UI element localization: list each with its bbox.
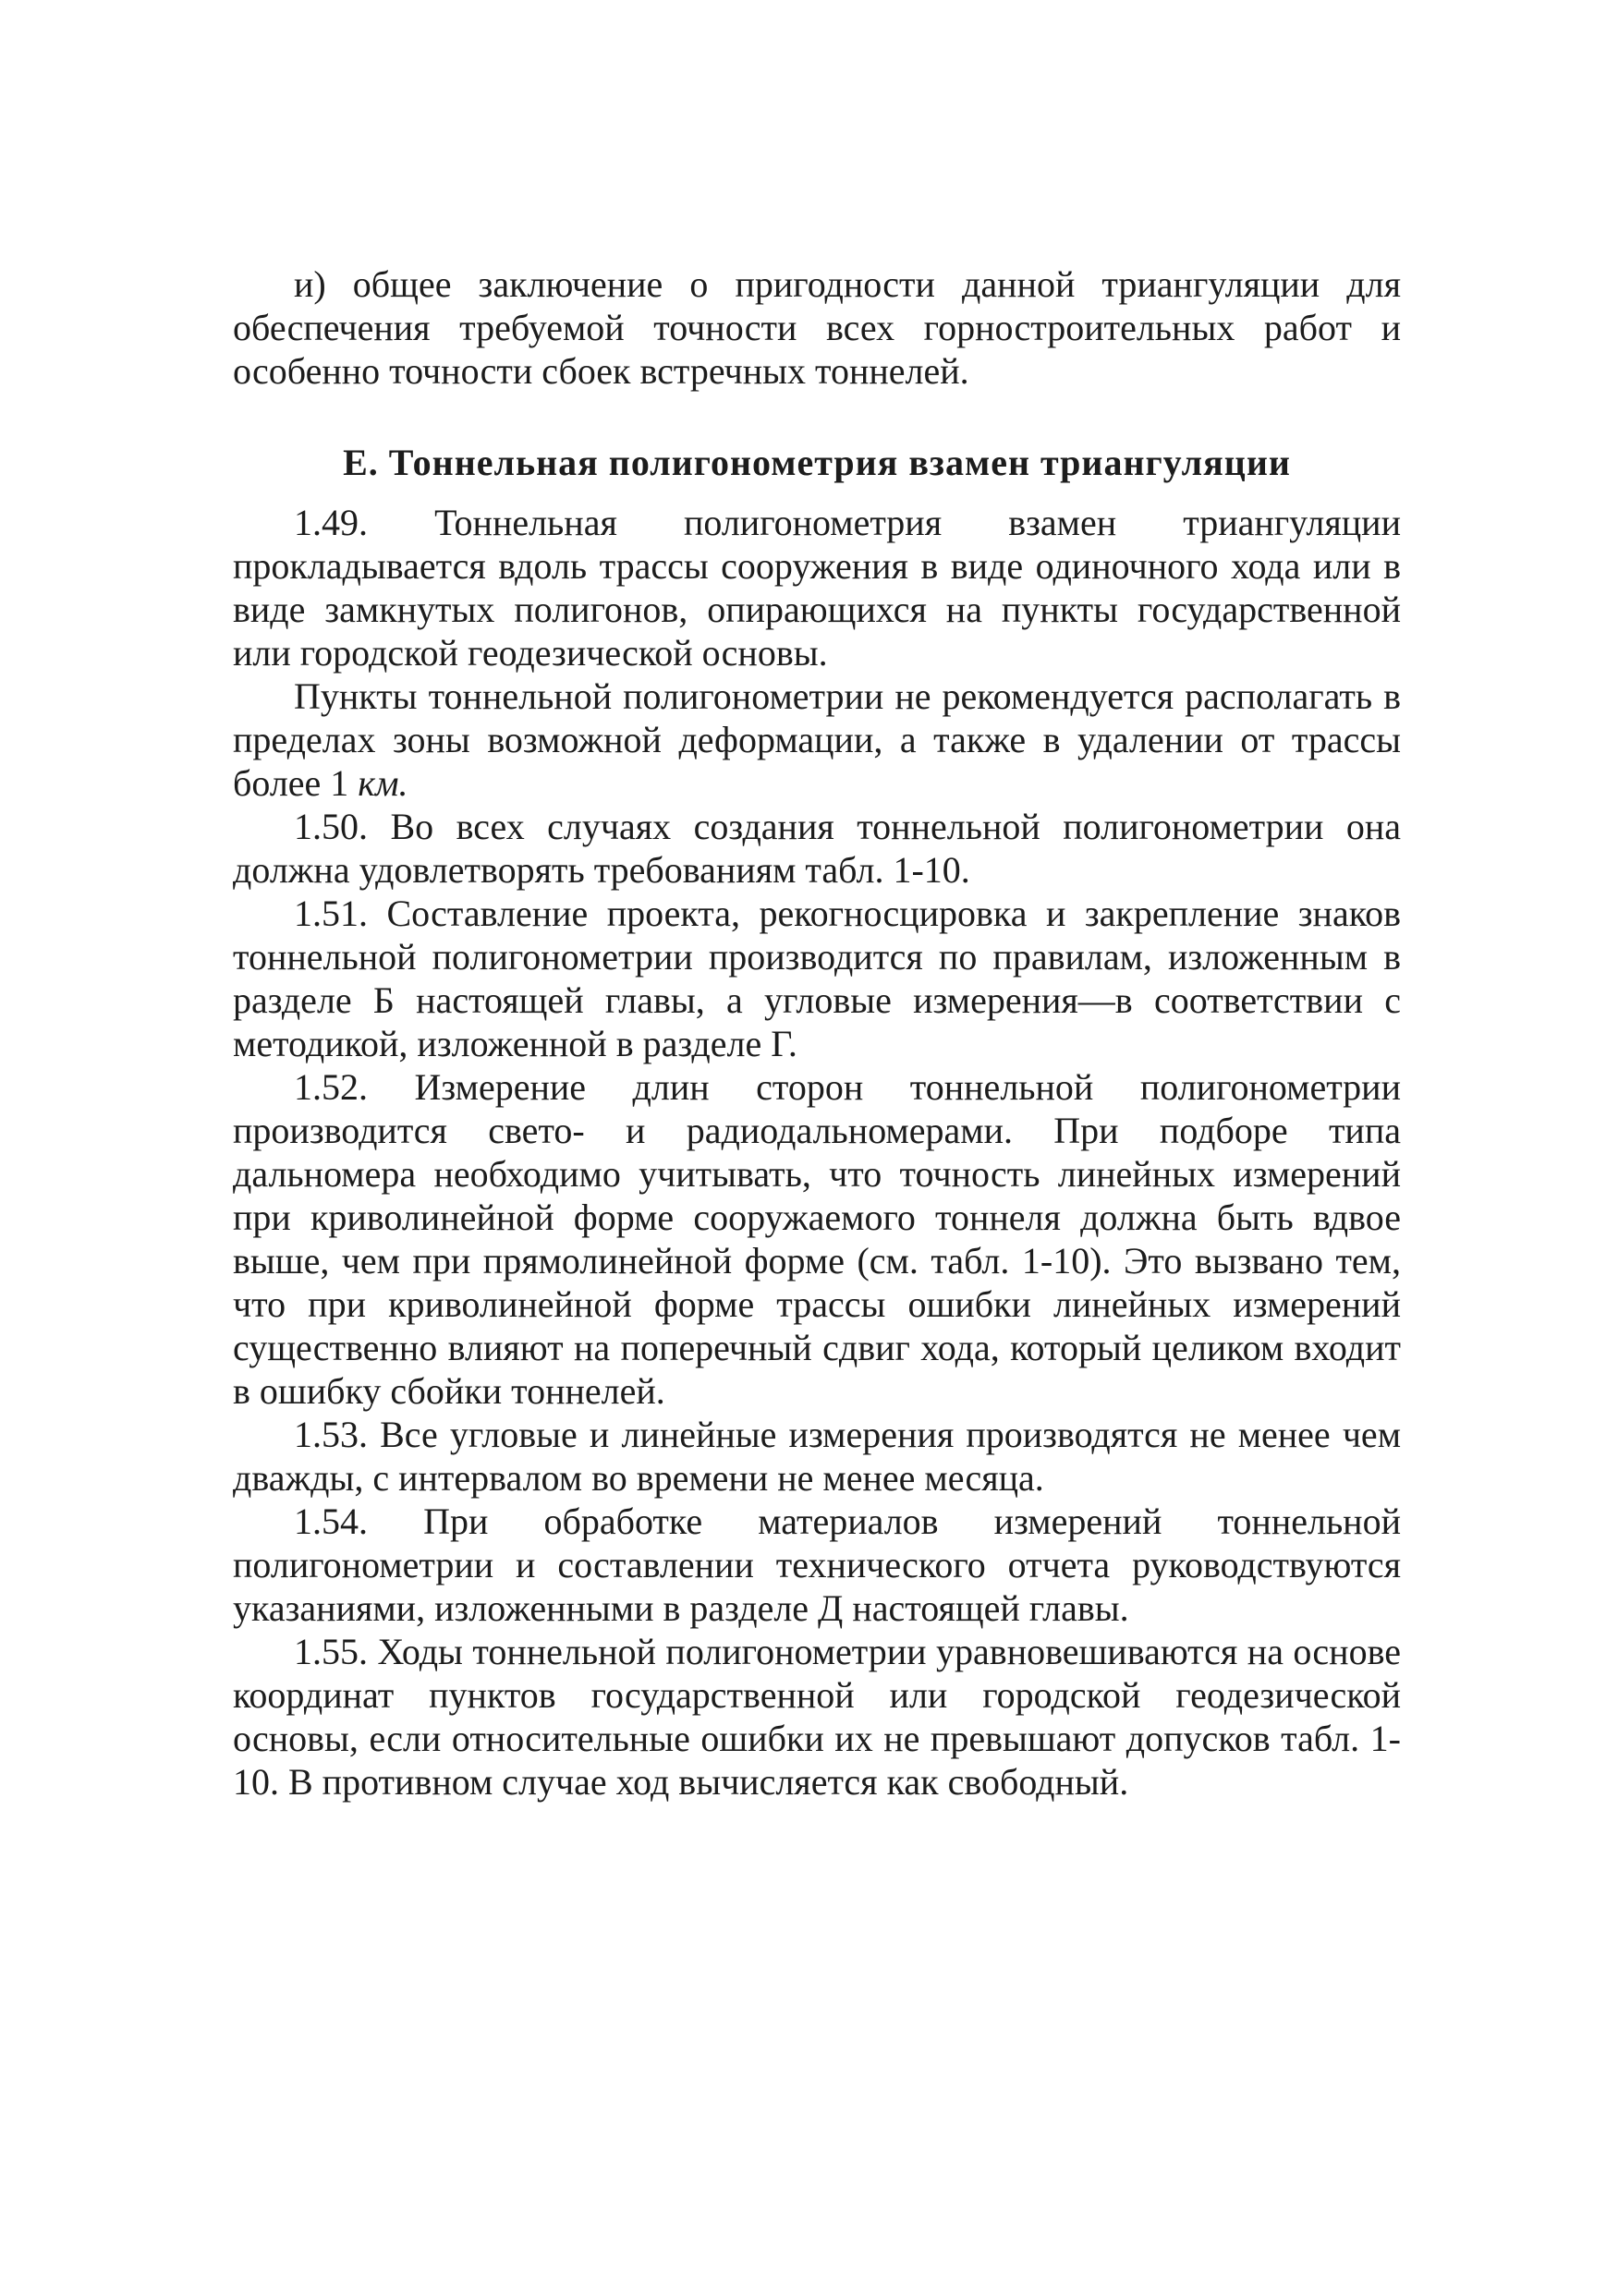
paragraph-1-53: 1.53. Все угловые и линейные измерения производятся не менее чем дважды, с интервалом во времени не менее месяца.	[233, 1414, 1401, 1499]
page-text-block	[233, 262, 1401, 1804]
unit-km: км.	[358, 762, 408, 804]
paragraph-1-52: 1.52. Измерение длин сторон тоннельной полигонометрии производится свето- и радиодальномерами. При подборе типа дальномера необходимо учитывать, что точность линейных измерений при криволинейной форме сооружаемого тоннеля должна быть вдвое выше, чем при прямолинейной форме (см. табл. 1-10). Это вызвано тем, что при криволинейной форме трассы ошибки линейных измерений существенно влияют на поперечный сдвиг хода, который целиком входит в ошибку сбойки тоннелей.	[233, 1066, 1401, 1412]
section-heading: Е. Тоннельная полигонометрия взамен триангуляции	[343, 442, 1291, 483]
paragraph-1-55: 1.55. Ходы тоннельной полигонометрии уравновешиваются на основе координат пунктов государственной или городской геодезической основы, если относительные ошибки их не превышают допусков табл. 1-10. В противном случае ход вычисляется как свободный.	[233, 1631, 1401, 1803]
paragraph-1-54: 1.54. При обработке материалов измерений тоннельной полигонометрии и составлении технического отчета руководствуются указаниями, изложенными в разделе Д настоящей главы.	[233, 1500, 1401, 1629]
paragraph-1-51: 1.51. Составление проекта, рекогносцировка и закрепление знаков тоннельной полигонометрии производится по правилам, изложенным в разделе Б настоящей главы, а угловые измерения—в соответствии с методикой, изложенной в разделе Г.	[233, 893, 1401, 1064]
paragraph-1-49-continued-text: Пункты тоннельной полигонометрии не рекомендуется располагать в пределах зоны возможной деформации, а также в удалении от трассы более 1	[233, 675, 1401, 804]
paragraph-1-49-continued	[233, 674, 1401, 805]
paragraph-1-50: 1.50. Во всех случаях создания тоннельной полигонометрии она должна удовлетворять требованиям табл. 1-10.	[233, 806, 1401, 891]
paragraph-1-49: 1.49. Тоннельная полигонометрия взамен триангуляции прокладывается вдоль трассы сооружения в виде одиночного хода или в виде замкнутых полигонов, опирающихся на пункты государственной или городской геодезической основы.	[233, 502, 1401, 674]
list-item-i: и) общее заключение о пригодности данной триангуляции для обеспечения требуемой точности всех горностроительных работ и особенно точности сбоек встречных тоннелей.	[233, 263, 1401, 392]
